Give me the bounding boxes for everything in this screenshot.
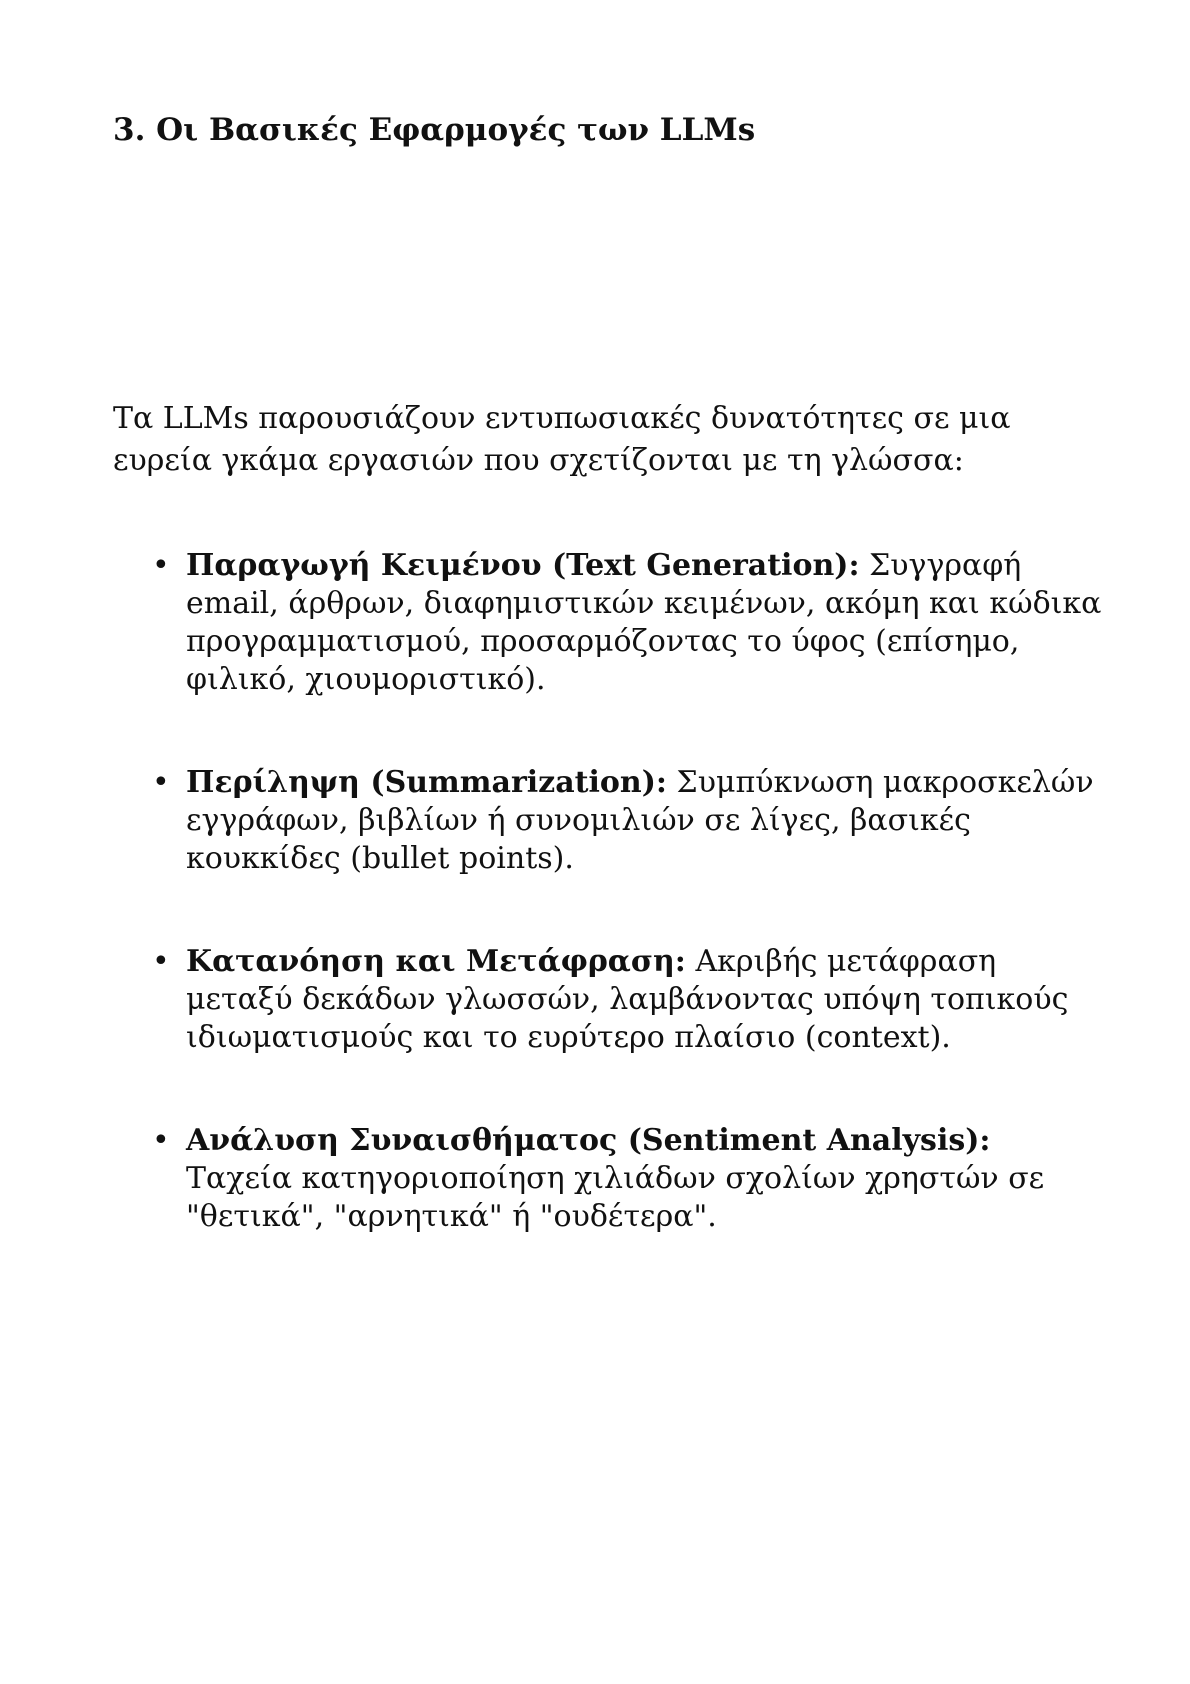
list-item-summarization	[152, 764, 1102, 878]
item-description: Συμπύκνωση μακροσκελών εγγράφων, βιβλίων ή συνομιλιών σε λίγες, βασικές κουκκίδες (bullet points).	[186, 765, 1094, 876]
list-item-text-generation	[152, 547, 1102, 699]
intro-paragraph: Τα LLMs παρουσιάζουν εντυπωσιακές δυνατότητες σε μια ευρεία γκάμα εργασιών που σχετίζονται με τη γλώσσα:	[113, 401, 1011, 478]
list-item-translation	[152, 943, 1102, 1057]
applications-list	[152, 547, 1102, 1301]
section-heading: 3. Οι Βασικές Εφαρμογές των LLMs	[113, 112, 756, 148]
item-term: Κατανόηση και Μετάφραση:	[186, 944, 686, 979]
list-item-sentiment-analysis	[152, 1122, 1102, 1236]
bullet-icon: •	[152, 1123, 170, 1158]
item-description: Συγγραφή email, άρθρων, διαφημιστικών κειμένων, ακόμη και κώδικα προγραμματισμού, προσαρμόζοντας το ύφος (επίσημο, φιλικό, χιουμοριστικό).	[186, 548, 1102, 697]
bullet-icon: •	[152, 944, 170, 979]
bullet-icon: •	[152, 548, 170, 583]
item-description: Ακριβής μετάφραση μεταξύ δεκάδων γλωσσών, λαμβάνοντας υπόψη τοπικούς ιδιωματισμούς και το ευρύτερο πλαίσιο (context).	[186, 944, 1069, 1055]
item-term: Ανάλυση Συναισθήματος (Sentiment Analysis):	[186, 1123, 991, 1158]
item-term: Παραγωγή Κειμένου (Text Generation):	[186, 548, 860, 583]
item-description: Ταχεία κατηγοριοποίηση χιλιάδων σχολίων χρηστών σε "θετικά", "αρνητικά" ή "ουδέτερα".	[186, 1161, 1045, 1234]
item-term: Περίληψη (Summarization):	[186, 765, 667, 800]
bullet-icon: •	[152, 765, 170, 800]
